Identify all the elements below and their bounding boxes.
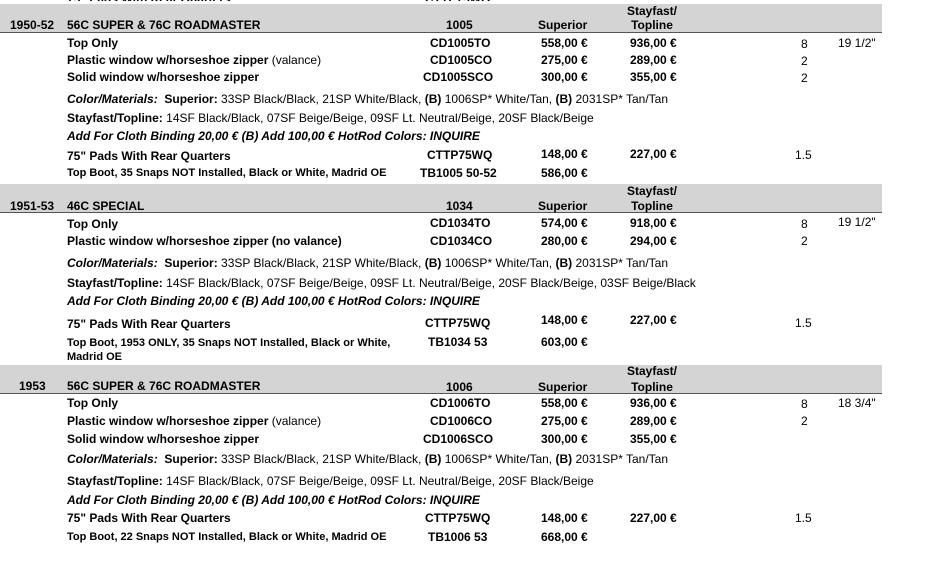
stayfast-line bbox=[67, 276, 696, 290]
cm-superior-label: Superior: bbox=[164, 256, 218, 270]
header-topline: Topline bbox=[631, 18, 673, 32]
header-superior: Superior bbox=[538, 199, 588, 213]
pads-superior-price: 148,00 € bbox=[541, 313, 588, 327]
boot-part: TB1006 53 bbox=[428, 530, 488, 544]
boot-desc: Top Boot, 22 Snaps NOT Installed, Black or White, Madrid OE bbox=[67, 531, 387, 543]
table-row-desc bbox=[67, 53, 321, 67]
table-row-superior-price: 275,00 € bbox=[541, 414, 588, 428]
table-row-stayfast-price: 289,00 € bbox=[630, 414, 677, 428]
table-row-stayfast-price: 294,00 € bbox=[630, 234, 677, 248]
cm-label: Color/Materials: bbox=[67, 452, 158, 466]
table-row-part: CD1006CO bbox=[430, 414, 493, 428]
cm-superior-text: 33SP Black/Black, 21SP White/Black, bbox=[221, 256, 422, 270]
pads-qty: 1.5 bbox=[795, 148, 812, 162]
table-row-part: CD1005SCO bbox=[423, 70, 494, 84]
table-row-desc: Top Only bbox=[67, 217, 119, 231]
header-stayfast: Stayfast/ bbox=[626, 184, 678, 198]
table-row-desc: Solid window w/horseshoe zipper bbox=[67, 70, 260, 84]
header-topline: Topline bbox=[631, 199, 673, 213]
pads-desc: 75" Pads With Rear Quarters bbox=[67, 511, 231, 525]
color-materials-line bbox=[67, 256, 668, 270]
row-desc-main: Plastic window w/horseshoe zipper bbox=[67, 414, 269, 428]
top-fragment-desc bbox=[67, 0, 231, 1]
cm-b1: (B) bbox=[424, 256, 442, 270]
st-text: 14SF Black/Black, 07SF Beige/Beige, 09SF Lt. Neutral/Beige, 20SF Black/Beige, 03SF Beige/Black bbox=[166, 276, 696, 290]
table-row-qty: 8 bbox=[801, 397, 808, 411]
table-row-stayfast-price: 918,00 € bbox=[630, 216, 677, 230]
table-row-size: 18 3/4" bbox=[838, 396, 876, 410]
cm-superior-text: 33SP Black/Black, 21SP White/Black, bbox=[221, 452, 422, 466]
cm-label: Color/Materials: bbox=[67, 256, 158, 270]
table-row-size: 19 1/2" bbox=[838, 36, 876, 50]
cm-b2-text: 2031SP* Tan/Tan bbox=[575, 256, 669, 270]
boot-part: TB1005 50-52 bbox=[420, 166, 497, 180]
table-row-part: CD1034CO bbox=[430, 234, 493, 248]
table-row-superior-price: 574,00 € bbox=[541, 216, 588, 230]
boot-desc-line2: Madrid OE bbox=[67, 351, 123, 363]
cm-b1: (B) bbox=[424, 452, 442, 466]
boot-desc: Top Boot, 35 Snaps NOT Installed, Black or White, Madrid OE bbox=[67, 167, 387, 179]
table-row-part: CD1005CO bbox=[430, 53, 493, 67]
cm-b1-text: 1006SP* White/Tan, bbox=[444, 92, 553, 106]
boot-superior-price: 668,00 € bbox=[541, 530, 588, 544]
cm-superior-label: Superior: bbox=[164, 452, 218, 466]
add-line: Add For Cloth Binding 20,00 € (B) Add 100,00 € HotRod Colors: INQUIRE bbox=[67, 493, 480, 507]
section-model: 56C SUPER & 76C ROADMASTER bbox=[67, 379, 261, 393]
st-text: 14SF Black/Black, 07SF Beige/Beige, 09SF Lt. Neutral/Beige, 20SF Black/Beige bbox=[166, 474, 594, 488]
cm-b2: (B) bbox=[555, 452, 573, 466]
cm-b2: (B) bbox=[555, 92, 573, 106]
row-desc-note: (valance) bbox=[271, 414, 322, 428]
stayfast-line bbox=[67, 474, 594, 488]
st-label: Stayfast/Topline: bbox=[67, 474, 163, 488]
add-line: Add For Cloth Binding 20,00 € (B) Add 100,00 € HotRod Colors: INQUIRE bbox=[67, 294, 480, 308]
section-model: 46C SPECIAL bbox=[67, 199, 145, 213]
st-label: Stayfast/Topline: bbox=[67, 276, 163, 290]
table-row-qty: 2 bbox=[801, 71, 808, 85]
table-row-desc bbox=[67, 414, 321, 428]
table-row-qty: 2 bbox=[801, 234, 808, 248]
section-code: 1034 bbox=[446, 199, 473, 213]
header-stayfast: Stayfast/ bbox=[626, 4, 678, 18]
color-materials-line bbox=[67, 92, 668, 106]
section-code: 1006 bbox=[446, 380, 473, 394]
pads-desc: 75" Pads With Rear Quarters bbox=[67, 149, 231, 163]
cm-label: Color/Materials: bbox=[67, 92, 158, 106]
table-row-stayfast-price: 289,00 € bbox=[630, 53, 677, 67]
stayfast-line bbox=[67, 111, 594, 125]
color-materials-line bbox=[67, 452, 668, 466]
table-row-desc: Top Only bbox=[67, 396, 119, 410]
table-row-desc: Top Only bbox=[67, 36, 119, 50]
table-row-part: CD1006TO bbox=[430, 396, 491, 410]
table-row-stayfast-price: 355,00 € bbox=[630, 70, 677, 84]
pads-stayfast-price: 227,00 € bbox=[630, 147, 677, 161]
boot-superior-price: 603,00 € bbox=[541, 335, 588, 349]
table-row-desc: Solid window w/horseshoe zipper bbox=[67, 432, 260, 446]
pads-stayfast-price: 227,00 € bbox=[630, 511, 677, 525]
pads-part: CTTP75WQ bbox=[425, 316, 491, 330]
table-row-qty: 8 bbox=[801, 217, 808, 231]
pads-qty: 1.5 bbox=[795, 511, 812, 525]
header-stayfast: Stayfast/ bbox=[626, 364, 678, 378]
cm-b1: (B) bbox=[424, 92, 442, 106]
table-row-desc: Plastic window w/horseshoe zipper (no valance) bbox=[67, 234, 342, 248]
cm-b2-text: 2031SP* Tan/Tan bbox=[575, 452, 669, 466]
pads-qty: 1.5 bbox=[795, 316, 812, 330]
st-text: 14SF Black/Black, 07SF Beige/Beige, 09SF Lt. Neutral/Beige, 20SF Black/Beige bbox=[166, 111, 594, 125]
cm-superior-label: Superior: bbox=[164, 92, 218, 106]
boot-part: TB1034 53 bbox=[428, 335, 488, 349]
cm-b2-text: 2031SP* Tan/Tan bbox=[575, 92, 669, 106]
table-row-size: 19 1/2" bbox=[838, 215, 876, 229]
table-row-stayfast-price: 936,00 € bbox=[630, 396, 677, 410]
row-desc-main: Plastic window w/horseshoe zipper bbox=[67, 53, 269, 67]
st-label: Stayfast/Topline: bbox=[67, 111, 163, 125]
cm-b1-text: 1006SP* White/Tan, bbox=[444, 452, 553, 466]
table-row-superior-price: 558,00 € bbox=[541, 396, 588, 410]
boot-desc: Top Boot, 1953 ONLY, 35 Snaps NOT Installed, Black or White, bbox=[67, 337, 391, 349]
pads-superior-price: 148,00 € bbox=[541, 511, 588, 525]
table-row-superior-price: 280,00 € bbox=[541, 234, 588, 248]
top-fragment-part bbox=[425, 0, 490, 1]
header-superior: Superior bbox=[538, 380, 588, 394]
cm-b2: (B) bbox=[555, 256, 573, 270]
pads-part: CTTP75WQ bbox=[425, 511, 491, 525]
add-line: Add For Cloth Binding 20,00 € (B) Add 100,00 € HotRod Colors: INQUIRE bbox=[67, 129, 480, 143]
cm-b1-text: 1006SP* White/Tan, bbox=[444, 256, 553, 270]
table-row-part: CD1034TO bbox=[430, 216, 491, 230]
table-row-qty: 2 bbox=[801, 414, 808, 428]
header-topline: Topline bbox=[631, 380, 673, 394]
table-row-superior-price: 558,00 € bbox=[541, 36, 588, 50]
table-row-superior-price: 300,00 € bbox=[541, 432, 588, 446]
table-row-stayfast-price: 936,00 € bbox=[630, 36, 677, 50]
header-superior: Superior bbox=[538, 18, 588, 32]
pads-desc: 75" Pads With Rear Quarters bbox=[67, 317, 231, 331]
table-row-stayfast-price: 355,00 € bbox=[630, 432, 677, 446]
section-year: 1950-52 bbox=[10, 18, 55, 32]
pads-superior-price: 148,00 € bbox=[541, 147, 588, 161]
pads-part: CTTP75WQ bbox=[427, 148, 493, 162]
pads-stayfast-price: 227,00 € bbox=[630, 313, 677, 327]
table-row-part: CD1006SCO bbox=[423, 432, 494, 446]
table-row-superior-price: 300,00 € bbox=[541, 70, 588, 84]
table-row-qty: 8 bbox=[801, 37, 808, 51]
cm-superior-text: 33SP Black/Black, 21SP White/Black, bbox=[221, 92, 422, 106]
table-row-qty: 2 bbox=[801, 54, 808, 68]
section-year: 1953 bbox=[19, 379, 46, 393]
table-row-superior-price: 275,00 € bbox=[541, 53, 588, 67]
boot-superior-price: 586,00 € bbox=[541, 166, 588, 180]
table-row-part: CD1005TO bbox=[430, 36, 491, 50]
row-desc-note: (valance) bbox=[271, 53, 322, 67]
section-code: 1005 bbox=[446, 18, 473, 32]
section-year: 1951-53 bbox=[10, 199, 55, 213]
section-model: 56C SUPER & 76C ROADMASTER bbox=[67, 18, 261, 32]
